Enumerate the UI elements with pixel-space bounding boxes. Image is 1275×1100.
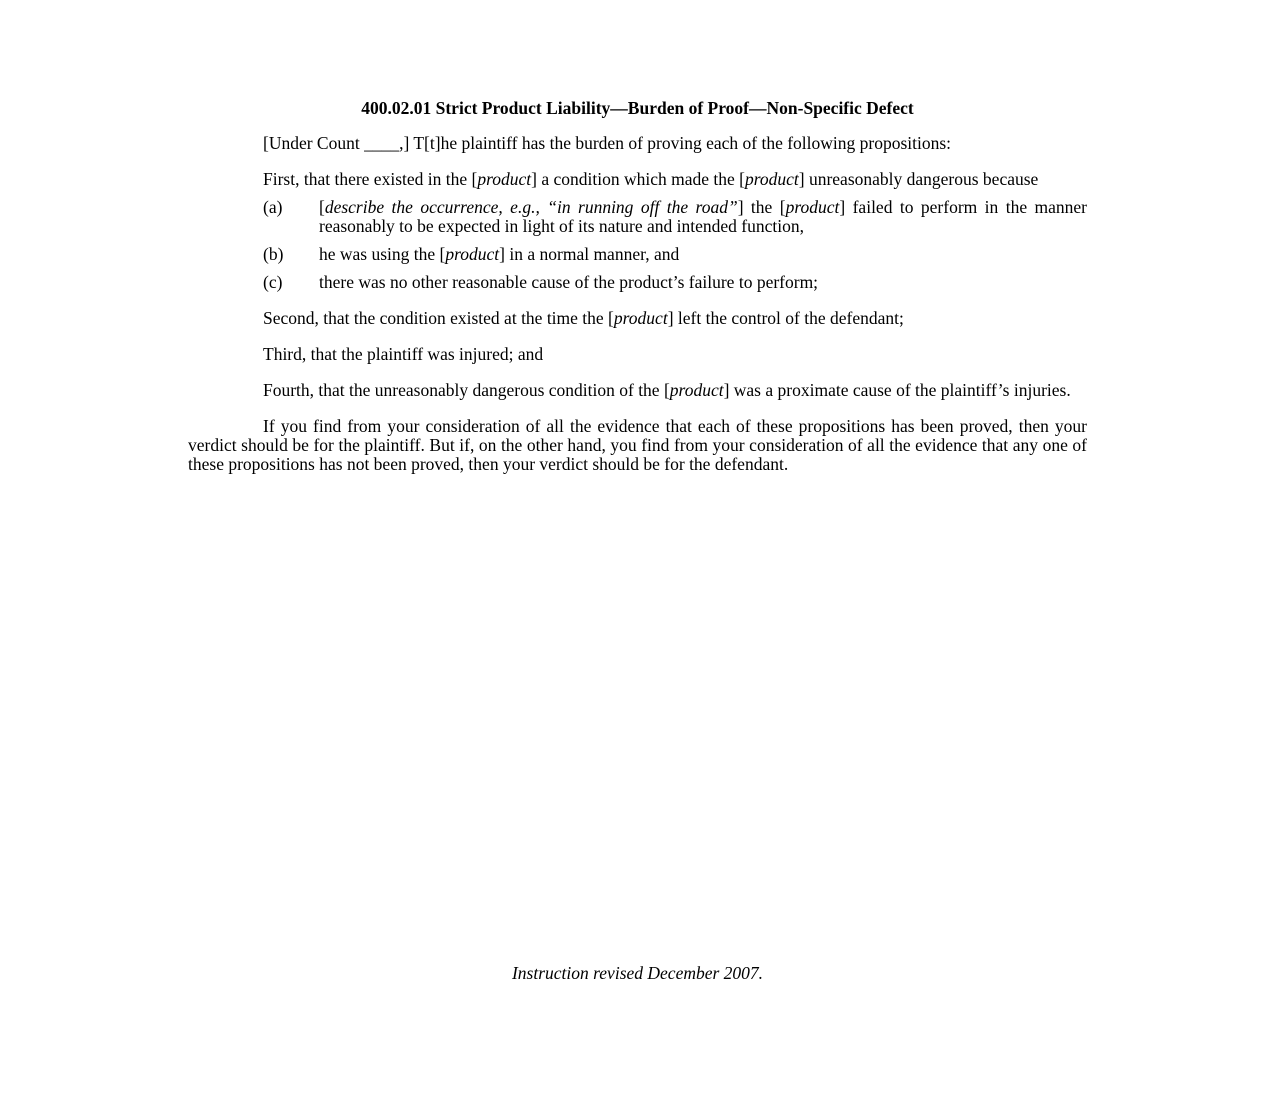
- list-text-after: ] in a normal manner, and: [499, 244, 680, 264]
- product-placeholder: product: [445, 244, 500, 264]
- list-text-before: he was using the [: [319, 244, 446, 264]
- list-item-text: [319, 198, 1087, 236]
- list-item: [188, 273, 1087, 292]
- list-item: [188, 198, 1087, 236]
- product-placeholder: product: [744, 169, 799, 189]
- product-placeholder: product: [785, 197, 840, 217]
- second-text-after: ] left the control of the defendant;: [667, 308, 904, 328]
- instruction-page: [188, 99, 1087, 491]
- bracket-open: [: [319, 197, 325, 217]
- list-text-mid: ] the [: [737, 197, 786, 217]
- first-proposition: [188, 170, 1087, 189]
- intro-paragraph: [Under Count ____,] T[t]he plaintiff has the burden of proving each of the following propositions:: [263, 133, 952, 153]
- list-item-text: there was no other reasonable cause of the product’s failure to perform;: [319, 272, 819, 292]
- proposition-sublist: [188, 198, 1087, 292]
- list-marker: (c): [263, 272, 283, 292]
- product-placeholder: product: [477, 169, 532, 189]
- third-proposition: Third, that the plaintiff was injured; and: [263, 344, 544, 364]
- second-proposition: [188, 309, 1087, 328]
- list-marker: (a): [263, 197, 283, 217]
- first-text-before: First, that there existed in the [: [263, 169, 478, 189]
- list-item: [188, 245, 1087, 264]
- product-placeholder: product: [613, 308, 668, 328]
- first-text-middle: ] a condition which made the [: [531, 169, 745, 189]
- verdict-paragraph: If you find from your consideration of all the evidence that each of these propositions has been proved, then your verdict should be for the plaintiff. But if, on the other hand, you find from your consideration of all the evidence that any one of these propositions has not been proved, then your verdict should be for the defendant.: [188, 416, 1087, 474]
- fourth-text-after: ] was a proximate cause of the plaintiff’s injuries.: [723, 380, 1071, 400]
- second-text-before: Second, that the condition existed at the time the [: [263, 308, 614, 328]
- first-text-after: ] unreasonably dangerous because: [798, 169, 1039, 189]
- fourth-proposition: [188, 381, 1087, 400]
- instruction-title: 400.02.01 Strict Product Liability—Burden of Proof—Non-Specific Defect: [361, 98, 914, 118]
- revision-note: Instruction revised December 2007.: [511, 963, 764, 983]
- occurrence-placeholder: describe the occurrence, e.g., “in running off the road”: [324, 197, 738, 217]
- product-placeholder: product: [669, 380, 724, 400]
- fourth-text-before: Fourth, that the unreasonably dangerous condition of the [: [263, 380, 670, 400]
- list-item-text: [319, 245, 1087, 264]
- list-marker: (b): [263, 244, 284, 264]
- list-text-rest: ] failed to perform in the manner reasonably to be expected in light of its nature and intended function,: [319, 197, 1087, 236]
